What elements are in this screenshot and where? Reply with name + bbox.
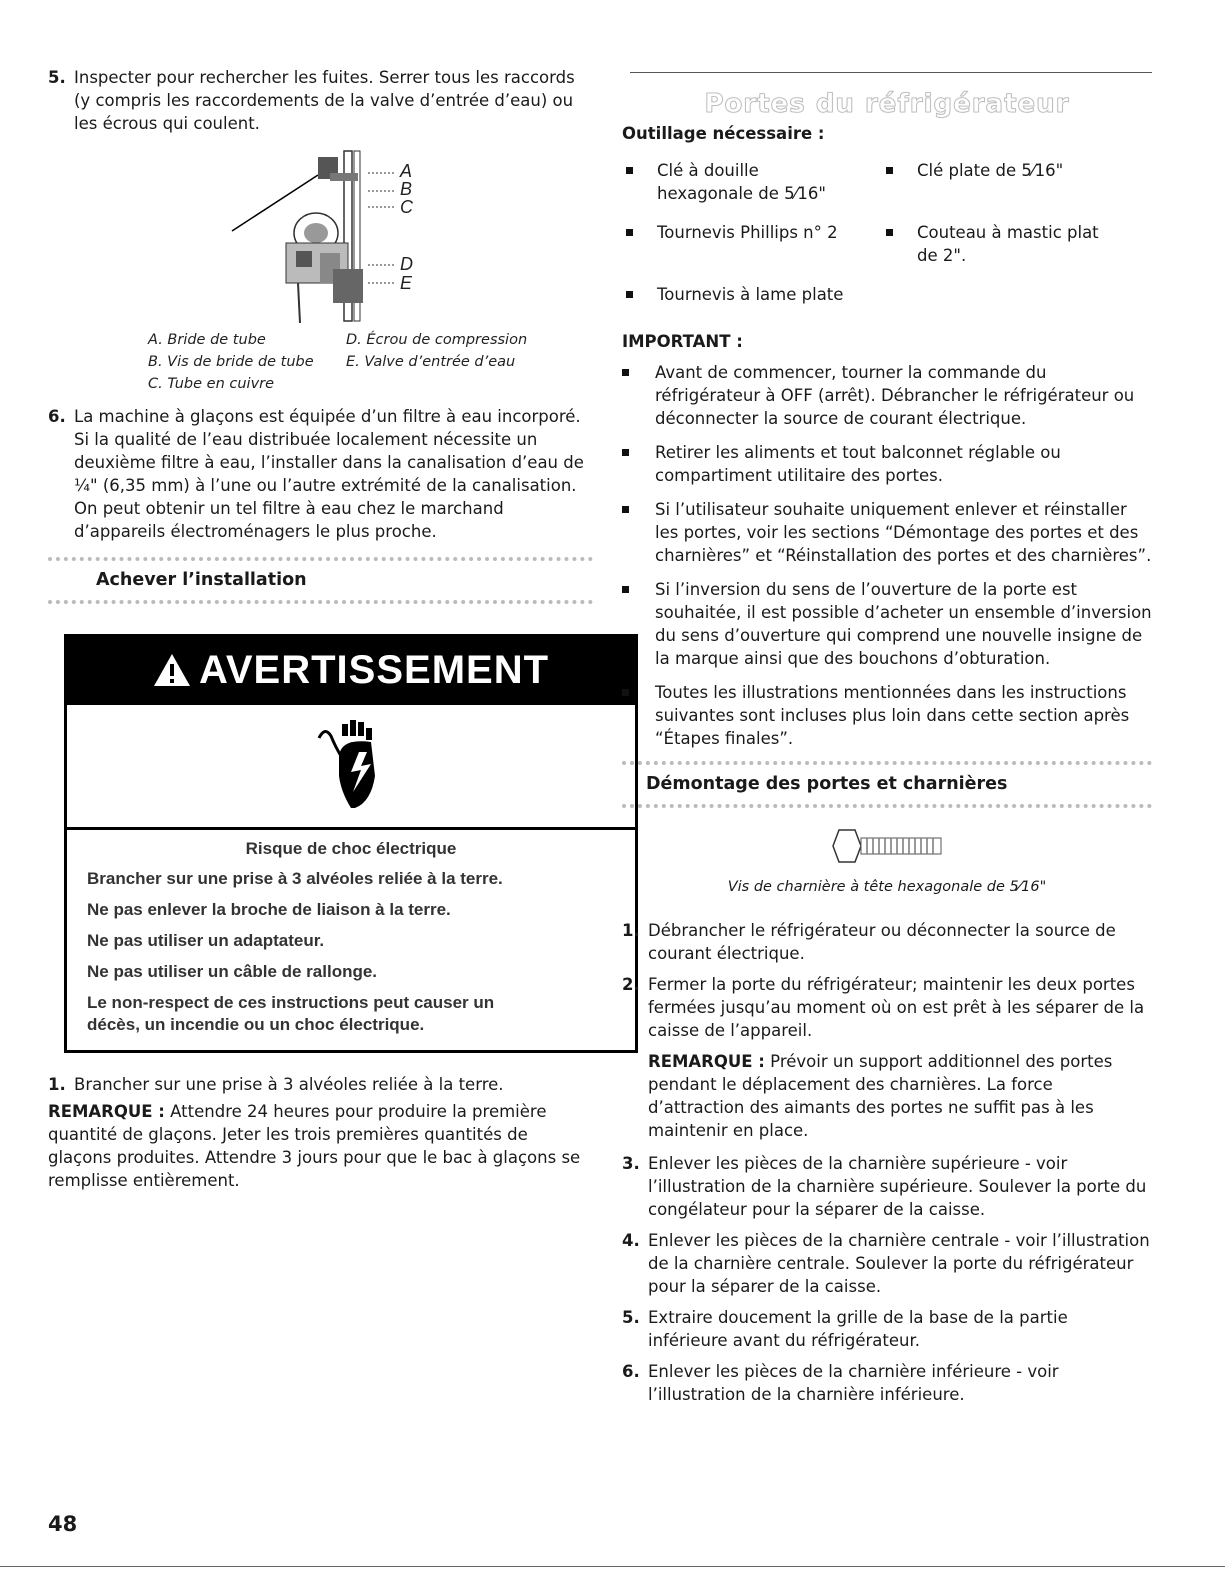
important-item: Retirer les aliments et tout balconnet réglable ou compartiment utilitaire des portes. xyxy=(622,441,1152,487)
figure-label-a: A xyxy=(400,161,413,181)
remark-label: REMARQUE : xyxy=(648,1052,765,1071)
important-item: Avant de commencer, tourner la commande du réfrigérateur à OFF (arrêt). Débrancher le réfrigérateur ou déconnecter la source de courant électrique. xyxy=(622,361,1152,430)
disassembly-step: 5. Extraire doucement la grille de la base de la partie inférieure avant du réfrigérateur. xyxy=(622,1308,1068,1350)
warning-line: Le non-respect de ces instructions peut causer un décès, un incendie ou un choc électrique. xyxy=(87,993,495,1034)
figure-label-c: C xyxy=(400,197,413,217)
caption-empty xyxy=(346,373,596,395)
remark-paragraph xyxy=(48,1100,593,1192)
figure-label-d: D xyxy=(400,254,413,274)
warning-body xyxy=(67,830,635,1050)
disassembly-step: 2. Fermer la porte du réfrigérateur; maintenir les deux portes fermées jusqu’au moment où on est prêt à les séparer de la caisse de l’appareil. xyxy=(622,975,1145,1040)
remark-label: REMARQUE : xyxy=(48,1102,165,1121)
warning-line: Brancher sur une prise à 3 alvéoles reliée à la terre. xyxy=(87,869,503,888)
left-column xyxy=(48,66,593,1196)
disassembly-steps xyxy=(622,919,1152,1406)
disassembly-step: 6. Enlever les pièces de la charnière inférieure - voir l’illustration de la charnière inférieure. xyxy=(622,1362,1059,1404)
bottom-rule xyxy=(0,1566,1225,1567)
caption-a: A. Bride de tube xyxy=(148,332,266,348)
tools-label: Outillage nécessaire : xyxy=(622,124,825,143)
tool-item: Clé à douille hexagonale de 5⁄16" xyxy=(622,159,882,205)
tool-item: Couteau à mastic plat de 2". xyxy=(882,221,1142,267)
title-rule xyxy=(630,72,1152,73)
hinge-screw-icon xyxy=(827,826,947,866)
tool-item: Clé plate de 5⁄16" xyxy=(882,159,1142,205)
section-heading-installation: Achever l’installation xyxy=(48,557,593,604)
warning-title: AVERTISSEMENT xyxy=(198,648,550,692)
warning-triangle-icon xyxy=(153,645,191,703)
warning-risk: Risque de choc électrique xyxy=(245,839,457,858)
after-warning xyxy=(48,1073,593,1192)
warning-line: Ne pas enlever la broche de liaison à la terre. xyxy=(87,900,451,919)
important-item: Si l’utilisateur souhaite uniquement enlever et réinstaller les portes, voir les sections “Démontage des portes et des charnières” et “Réinstallation des portes et des charnières”. xyxy=(622,498,1152,567)
remark-text: Attendre 24 heures pour produire la première quantité de glaçons. Jeter les trois premières quantités de glaçons produites. Attendre 3 jours pour que le bac à glaçons se remplisse entièrement. xyxy=(48,1102,581,1190)
caption-e: E. Valve d’entrée d’eau xyxy=(346,354,516,370)
disassembly-step: 1. Débrancher le réfrigérateur ou déconnecter la source de courant électrique. xyxy=(622,921,1116,963)
hinge-screw-figure xyxy=(622,826,1152,899)
valve-figure xyxy=(48,143,593,325)
tool-item: Tournevis Phillips n° 2 xyxy=(622,221,882,267)
important-label: IMPORTANT : xyxy=(622,332,743,351)
electric-shock-icon xyxy=(67,705,635,830)
remark-paragraph xyxy=(648,1050,1152,1142)
remark-text: Prévoir un support additionnel des portes pendant le déplacement des charnières. La force d’attraction des aimants des portes ne suffit pas à les maintenir en place. xyxy=(648,1052,1113,1140)
disassembly-step: 4. Enlever les pièces de la charnière centrale - voir l’illustration de la charnière centrale. Soulever la porte du réfrigérateur pour la séparer de la caisse. xyxy=(622,1231,1150,1296)
important-item: Toutes les illustrations mentionnées dans les instructions suivantes sont incluses plus loin dans cette section après “Étapes finales”. xyxy=(622,681,1152,750)
caption-d: D. Écrou de compression xyxy=(346,332,528,348)
page-number: 48 xyxy=(48,1512,78,1536)
screw-caption: Vis de charnière à tête hexagonale de 5⁄16" xyxy=(727,879,1047,895)
important-item: Si l’inversion du sens de l’ouverture de la porte est souhaitée, il est possible d’acheter un ensemble d’inversion du sens d’ouverture qui comprend une nouvelle insigne de la marque ainsi que des bouchons d’obturation. xyxy=(622,578,1152,670)
figure-captions xyxy=(148,329,593,395)
water-valve-illustration xyxy=(48,143,593,325)
right-column xyxy=(622,66,1152,1414)
figure-label-b: B xyxy=(400,179,413,199)
caption-c: C. Tube en cuivre xyxy=(148,376,275,392)
important-list xyxy=(622,361,1152,750)
warning-box xyxy=(64,634,638,1053)
warning-line: Ne pas utiliser un câble de rallonge. xyxy=(87,962,378,981)
section-title-doors: Portes du réfrigérateur xyxy=(704,89,1070,119)
caption-b: B. Vis de bride de tube xyxy=(148,354,314,370)
section-heading-disassembly: Démontage des portes et charnières xyxy=(622,761,1152,808)
step-1-plug: 1. Brancher sur une prise à 3 alvéoles reliée à la terre. xyxy=(48,1075,504,1094)
step-5: 5. Inspecter pour rechercher les fuites. Serrer tous les raccords (y compris les raccordements de la valve d’entrée d’eau) ou les écrous qui coulent. xyxy=(48,68,575,133)
disassembly-step: 3. Enlever les pièces de la charnière supérieure - voir l’illustration de la charnière supérieure. Soulever la porte du congélateur pour la séparer de la caisse. xyxy=(622,1154,1147,1219)
warning-header xyxy=(67,637,635,705)
step-6: 6. La machine à glaçons est équipée d’un filtre à eau incorporé. Si la qualité de l’eau distribuée localement nécessite un deuxième filtre à eau, l’installer dans la canalisation d’eau de ¼" (6,35 mm) à l’une ou l’autre extrémité de la canalisation. On peut obtenir un tel filtre à eau chez le marchand d’appareils électroménagers le plus proche. xyxy=(48,407,584,541)
figure-label-e: E xyxy=(400,273,413,293)
tools-list xyxy=(622,159,1152,306)
warning-line: Ne pas utiliser un adaptateur. xyxy=(87,931,325,950)
tool-item: Tournevis à lame plate xyxy=(622,283,882,306)
